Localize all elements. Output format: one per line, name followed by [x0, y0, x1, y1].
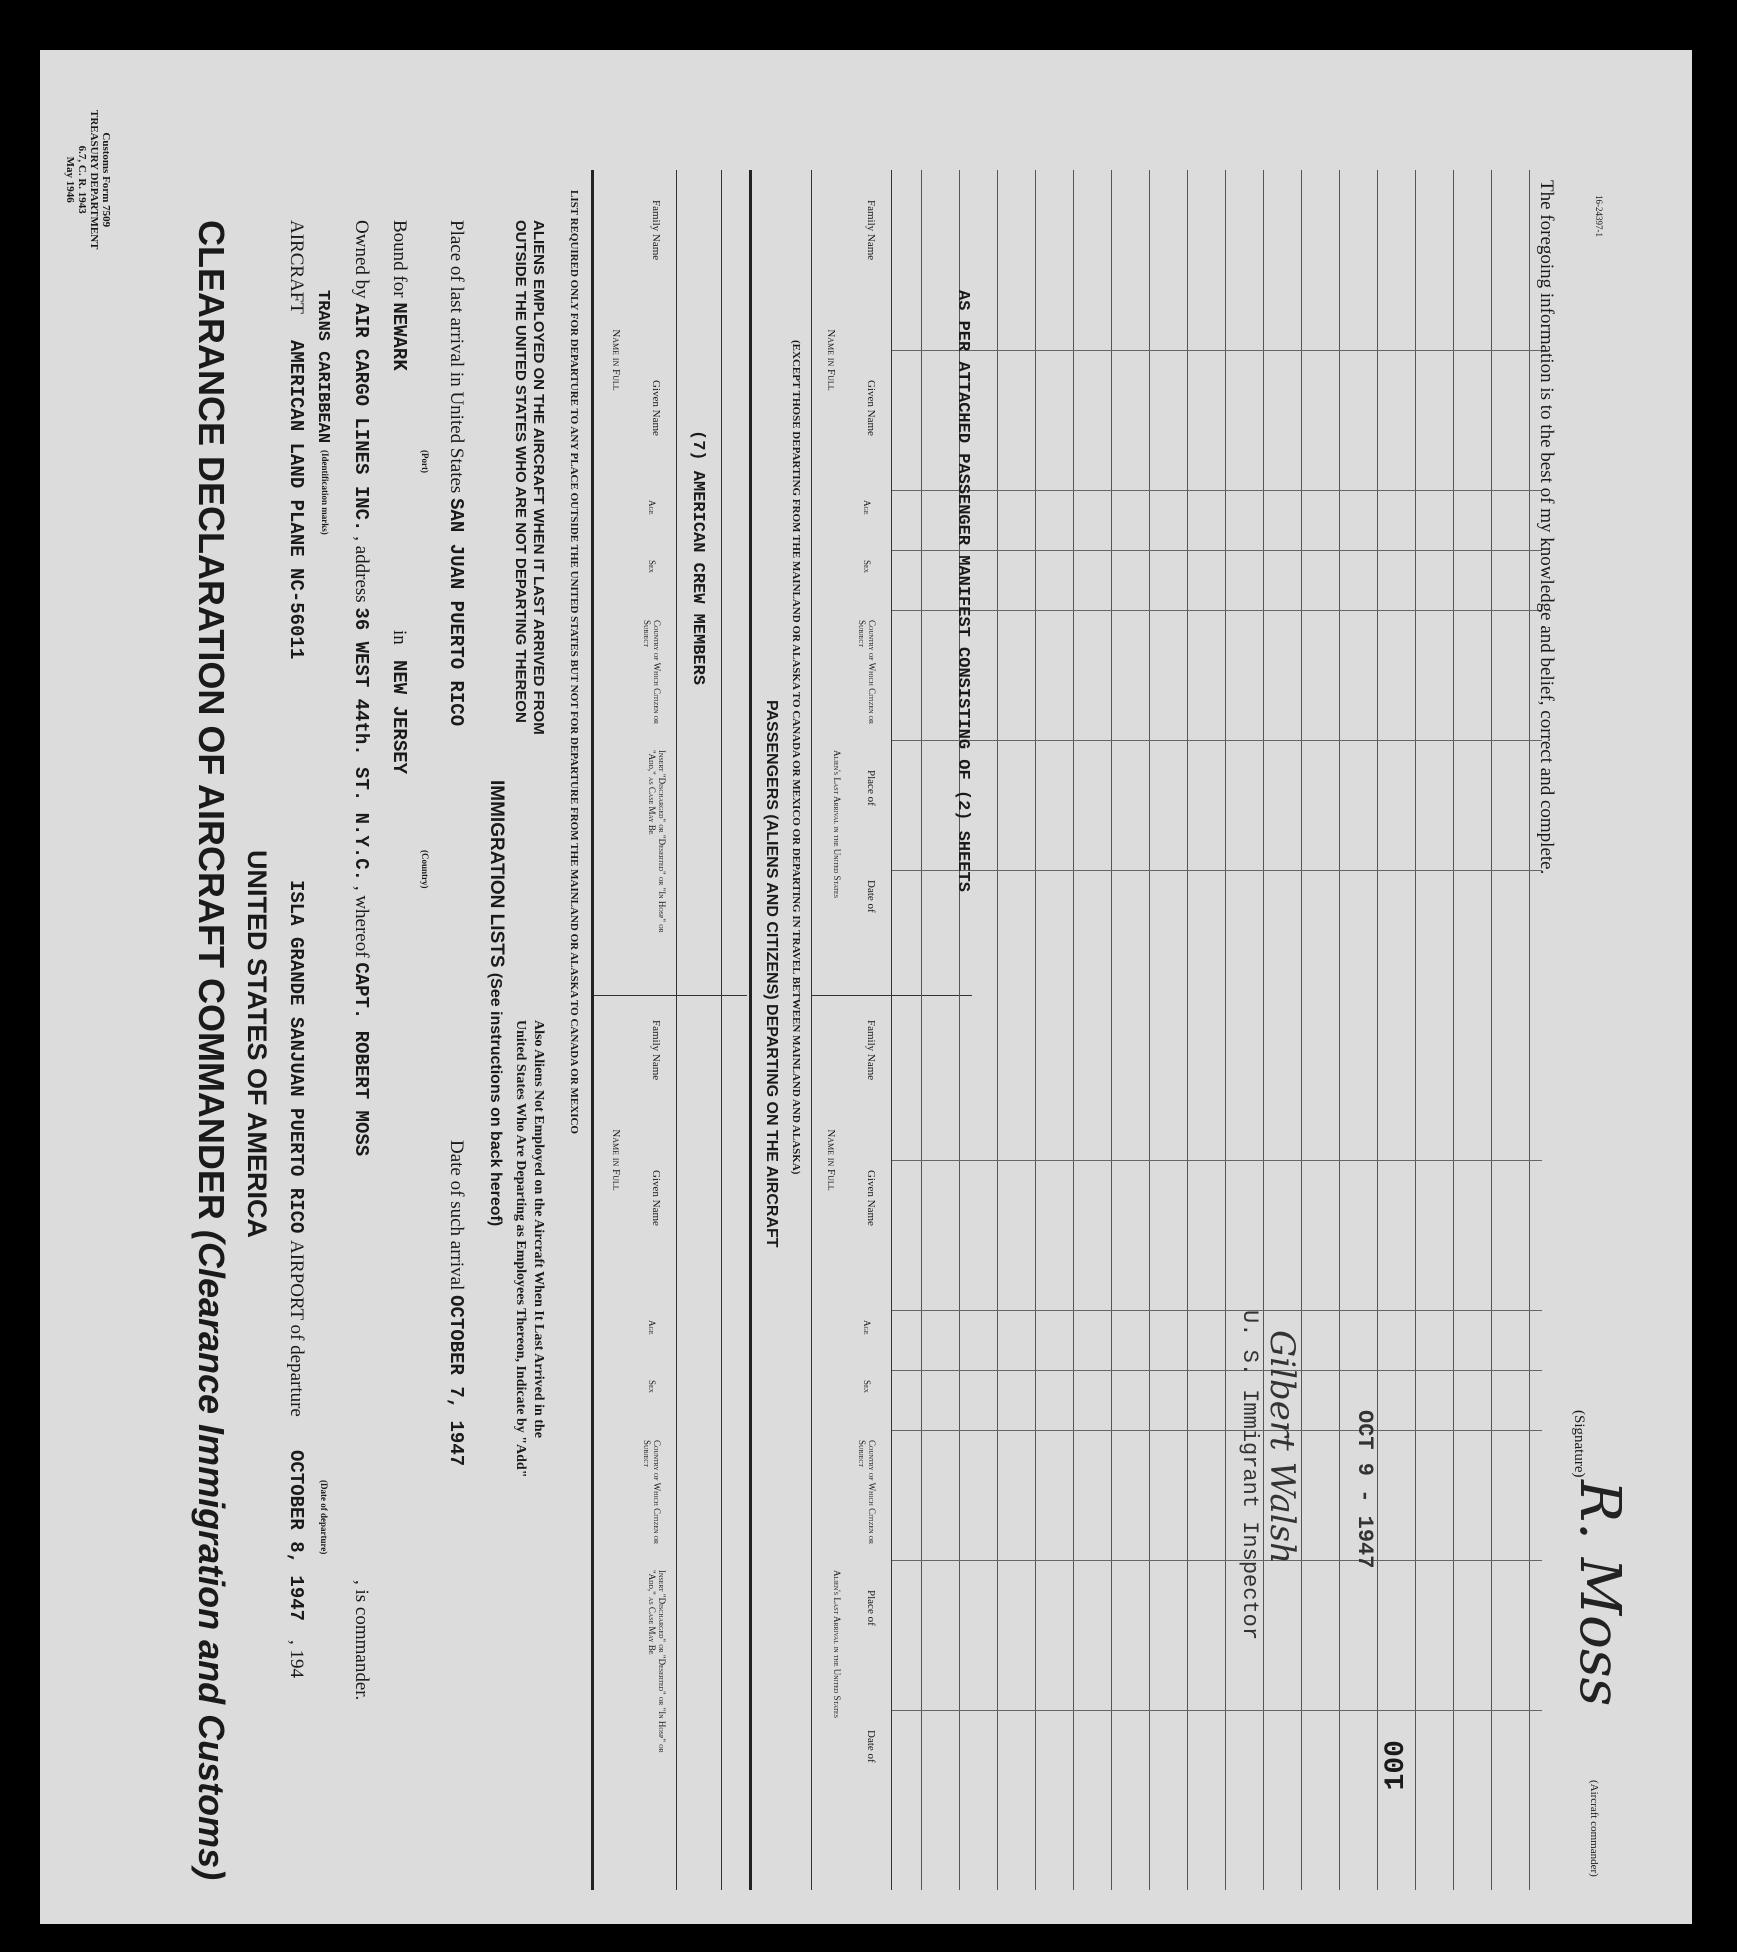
p-left-age-col: Age	[862, 500, 872, 515]
form-id: Customs Form 7509	[100, 132, 112, 228]
table-row	[1111, 170, 1112, 1890]
table-column-rule	[892, 1160, 1542, 1161]
table-center-divider	[594, 995, 747, 996]
address-label: , address	[351, 536, 372, 603]
p-right-age-col: Age	[862, 1320, 872, 1335]
departure-date-label: (Date of departure)	[319, 1480, 329, 1555]
right-list-title-2: United States Who Are Departing as Employees Thereon, Indicate by "Add"	[513, 1020, 528, 1478]
p-left-name-in-full: Name in Full	[825, 329, 837, 391]
table-row	[1035, 170, 1036, 1890]
table-row	[1339, 170, 1340, 1890]
p-left-family-col: Family Name	[865, 200, 877, 261]
left-list-title-1: ALIENS EMPLOYED ON THE AIRCRAFT WHEN IT LAST ARRIVED FROM	[530, 220, 547, 735]
form-title	[190, 220, 232, 1880]
left-age-col: Age	[647, 500, 657, 515]
p-right-last-arrival: Alien's Last Arrival in the United States	[832, 1570, 842, 1719]
p-left-country-col: Country of Which Citizen or Subject	[857, 620, 877, 725]
rotated-form	[40, 50, 1692, 1924]
table-header-rule	[676, 170, 677, 1890]
p-right-name-in-full: Name in Full	[825, 1129, 837, 1191]
ident-label: (Identification marks)	[320, 450, 330, 535]
arrival-date-line	[445, 1140, 467, 1466]
passengers-header-bottom	[891, 170, 892, 1890]
immigration-heading-text: IMMIGRATION LISTS	[486, 780, 507, 968]
table-column-rule	[892, 740, 1542, 741]
table-column-rule	[892, 350, 1542, 351]
right-age-col: Age	[647, 1320, 657, 1335]
table-row	[1529, 170, 1530, 1890]
right-country-col: Country of Which Citizen or Subject	[642, 1440, 662, 1545]
table-column-rule	[892, 490, 1542, 491]
right-family-col: Family Name	[650, 1020, 662, 1081]
table-row	[1073, 170, 1074, 1890]
immigration-heading-note: (See instructions on back hereof)	[487, 972, 504, 1227]
left-name-in-full: Name in Full	[610, 329, 622, 391]
passengers-center-divider	[812, 995, 972, 996]
print-code: 16-24397-1	[1594, 195, 1604, 237]
table-row	[1301, 170, 1302, 1890]
table-column-rule	[892, 1560, 1542, 1561]
left-given-col: Given Name	[650, 380, 662, 436]
port-label: (Port)	[420, 450, 430, 473]
attestation: The foregoing information is to the best of my knowledge and belief, correct and complete.	[1536, 180, 1557, 875]
left-sex-col: Sex	[647, 560, 657, 574]
left-family-col: Family Name	[650, 200, 662, 261]
p-right-family-col: Family Name	[865, 1020, 877, 1081]
p-left-place-col: Place of	[865, 770, 877, 806]
form-title-italic: (Clearance Immigration and Customs)	[191, 1229, 232, 1881]
table-column-rule	[892, 1310, 1542, 1311]
right-list-title-1: Also Aliens Not Employed on the Aircraft When It Last Arrived in the	[531, 1020, 546, 1438]
table-row	[1415, 170, 1416, 1890]
arrival-date-value: OCTOBER 7, 1947	[445, 1295, 467, 1467]
table-row	[1187, 170, 1188, 1890]
form-id-block	[64, 110, 112, 250]
country-heading: UNITED STATES OF AMERICA	[242, 850, 272, 1238]
passengers-header-top	[811, 170, 812, 1890]
left-insert-col: Insert "Discharged" or "Deserted" or "In Hosp" or "Add," as Case May Be	[647, 750, 667, 933]
form-cfr: 6.7, C. R. 1943	[76, 145, 88, 214]
left-list-title	[511, 220, 547, 735]
year-suffix: , 194	[286, 1640, 307, 1678]
right-sex-col: Sex	[647, 1380, 657, 1394]
address-value: 36 WEST 44th. ST. N.Y.C.	[350, 607, 372, 882]
table-row	[1377, 170, 1378, 1890]
p-left-last-arrival: Alien's Last Arrival in the United States	[832, 750, 842, 899]
table-column-rule	[892, 870, 1542, 871]
departure-date-value: OCTOBER 8, 1947	[285, 1450, 307, 1622]
last-arrival-line	[445, 220, 467, 726]
inspector-signature: Gilbert Walsh	[1262, 1330, 1302, 1564]
country-value: NEW JERSEY	[388, 660, 410, 775]
aircraft-label: AIRCRAFT	[286, 220, 307, 314]
in-label: in	[389, 630, 410, 645]
table-column-rule	[892, 1370, 1542, 1371]
airport-value: ISLA GRANDE SANJUAN PUERTO RICO	[285, 880, 307, 1234]
p-right-given-col: Given Name	[865, 1170, 877, 1226]
last-arrival-label: Place of last arrival in United States	[446, 220, 467, 494]
owner-line	[350, 220, 372, 1156]
table-column-rule	[892, 550, 1542, 551]
signature-label: (Signature)	[1571, 1410, 1587, 1478]
arrival-date-label: Date of such arrival	[446, 1140, 467, 1291]
bound-line	[388, 220, 410, 371]
inspector-date: OCT 9 - 1947	[1352, 1410, 1377, 1569]
table-row	[1263, 170, 1264, 1890]
left-list-title-2: OUTSIDE THE UNITED STATES WHO ARE NOT DEPARTING THEREON	[512, 220, 529, 723]
whereof-label: , whereof	[351, 885, 372, 958]
aircraft-value: AMERICAN LAND PLANE NC-56011	[285, 340, 307, 660]
p-left-sex-col: Sex	[862, 560, 872, 574]
commander-value: CAPT. ROBERT MOSS	[350, 962, 372, 1157]
inspector-stamp: U. S. Immigrant Inspector	[1237, 1310, 1262, 1641]
crew-entry: (7) AMERICAN CREW MEMBERS	[688, 430, 707, 686]
p-left-given-col: Given Name	[865, 380, 877, 436]
bound-value: NEWARK	[388, 302, 410, 371]
p-right-sex-col: Sex	[862, 1380, 872, 1394]
ident-value: TRANS CARIBBEAN	[313, 290, 332, 444]
passengers-heading: PASSENGERS (ALIENS AND CITIZENS) DEPARTING ON THE AIRCRAFT	[763, 700, 780, 1248]
table-row	[921, 170, 922, 1890]
left-country-col: Country of Which Citizen or Subject	[642, 620, 662, 725]
table-row	[1453, 170, 1454, 1890]
passengers-top-rule	[749, 170, 752, 1890]
table-row	[997, 170, 998, 1890]
passenger-entry: AS PER ATTACHED PASSENGER MANIFEST CONSISTING OF (2) SHEETS	[953, 290, 972, 892]
form-title-main: CLEARANCE DECLARATION OF AIRCRAFT COMMANDER	[191, 220, 232, 1220]
table-top-rule	[591, 170, 594, 1890]
table-row	[1225, 170, 1226, 1890]
document-page	[40, 50, 1692, 1924]
immigration-heading	[485, 780, 507, 1226]
right-insert-col: Insert "Discharged" or "Deserted" or "In Hosp" or "Add," as Case May Be	[647, 1570, 667, 1753]
signature-role: (Aircraft commander)	[1588, 1780, 1600, 1877]
table-row-rule	[721, 170, 722, 1890]
is-commander-label: , is commander.	[351, 1580, 372, 1701]
table-column-rule	[892, 610, 1542, 611]
form-date: May 1946	[64, 156, 76, 203]
form-dept: TREASURY DEPARTMENT	[88, 110, 100, 250]
p-right-country-col: Country of Which Citizen or Subject	[857, 1440, 877, 1545]
p-right-date-col: Date of	[865, 1730, 877, 1763]
last-arrival-value: SAN JUAN PUERTO RICO	[445, 498, 467, 727]
p-right-place-col: Place of	[865, 1590, 877, 1626]
table-column-rule	[892, 1710, 1542, 1711]
right-given-col: Given Name	[650, 1170, 662, 1226]
owner-value: AIR CARGO LINES INC.	[350, 303, 372, 532]
table-row	[1491, 170, 1492, 1890]
passengers-subheading: (EXCEPT THOSE DEPARTING FROM THE MAINLAND OR ALASKA TO CANADA OR MEXICO OR DEPARTING IN TRAVEL BETWEEN MAINLAND AND ALASKA)	[790, 340, 802, 1175]
commander-signature: R. Moss	[1567, 1480, 1632, 1707]
page-number: 100	[1381, 1740, 1412, 1791]
right-list-title	[511, 1020, 547, 1478]
p-left-date-col: Date of	[865, 880, 877, 913]
airport-label: AIRPORT of departure	[286, 1240, 307, 1417]
right-name-in-full: Name in Full	[610, 1129, 622, 1191]
airport-value-wrap	[285, 880, 307, 1233]
table-row	[1149, 170, 1150, 1890]
table-column-rule	[892, 1430, 1542, 1431]
country-label: (Country)	[420, 850, 430, 889]
list-note: LIST REQUIRED ONLY FOR DEPARTURE TO ANY PLACE OUTSIDE THE UNITED STATES BUT NOT FOR DEPARTURE FROM THE MAINLAND OR ALASKA TO CANADA OR MEXICO	[568, 190, 580, 1134]
owned-label: Owned by	[351, 220, 372, 299]
bound-label: Bound for	[389, 220, 410, 298]
